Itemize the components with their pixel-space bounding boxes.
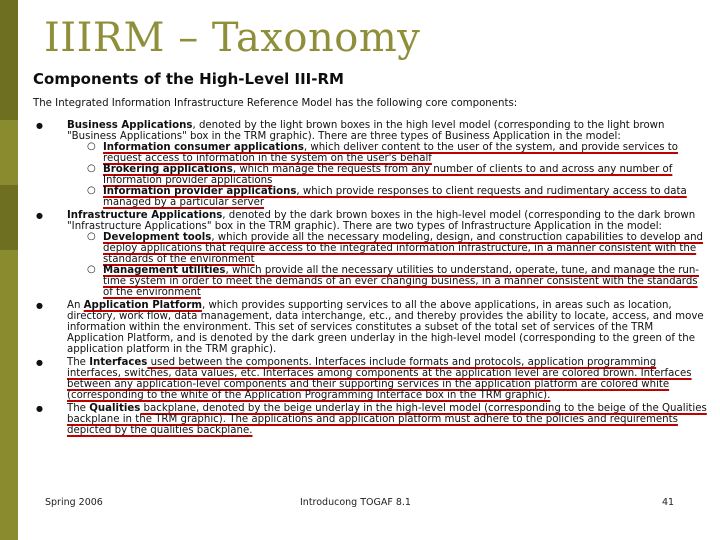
subitem-term: Brokering applications bbox=[103, 164, 233, 175]
component-list bbox=[33, 120, 709, 436]
intro-text: The Integrated Information Infrastructure Reference Model has the following core components: bbox=[33, 98, 518, 109]
sub-list bbox=[67, 142, 709, 208]
sub-list-item bbox=[67, 142, 709, 164]
subitem-text: , which provide responses to client requests and rudimentary access to data managed by a particular server bbox=[103, 186, 687, 208]
list-item bbox=[33, 120, 709, 208]
subitem-text: , which manage the requests from any number of clients to and across any number of Information provider applications bbox=[103, 164, 673, 186]
item-term: Business Applications bbox=[67, 120, 193, 131]
left-accent-bar bbox=[0, 0, 18, 540]
item-term: Qualities bbox=[89, 403, 141, 414]
sub-list-item bbox=[67, 265, 709, 298]
sub-list-item bbox=[67, 232, 709, 265]
page-number: 41 bbox=[662, 497, 675, 508]
item-prefix: An bbox=[67, 300, 84, 311]
sub-list bbox=[67, 232, 709, 298]
item-term: Interfaces bbox=[89, 357, 148, 368]
item-prefix: The bbox=[67, 403, 90, 414]
item-text: , which provides supporting services to all the above applications, in areas such as location, directory, work flow, data management, data interchange, etc., and thereby provides the ability to locate, access, and move information within the environment. This set of services constitutes a subset of the total set of services of the TRM Application Platform, and is denoted by the dark green underlay in the high-level model (corresponding to the green of the application platform in the TRM graphic). bbox=[67, 300, 704, 355]
accent-band-middle bbox=[0, 185, 18, 250]
list-item bbox=[33, 210, 709, 298]
item-text: , denoted by the light brown boxes in the high level model (corresponding to the light brown "Business Applications" box in the TRM graphic). There are three types of Business Application in the model: bbox=[67, 120, 665, 142]
subitem-text: , which deliver content to the user of the system, and provide services to request access to information in the system on the user's behalf bbox=[103, 142, 679, 164]
item-text: , denoted by the dark brown boxes in the high-level model (corresponding to the dark brown "Infrastructure Applications" box in the TRM graphic). There are two types of Infrastructure Application in the model: bbox=[67, 210, 696, 232]
item-text: backplane, denoted by the beige underlay in the high-level model (corresponding to the beige of the Qualities backplane in the TRM graphic). The applications and application platform must adhere to the policies and requirements depicted by the qualities backplane. bbox=[67, 403, 707, 436]
slide-content bbox=[33, 70, 709, 438]
sub-list-item bbox=[67, 164, 709, 186]
subitem-text: , which provide all the necessary modeling, design, and construction capabilities to develop and deploy applications that require access to the integrated information infrastructure, in a manner consistent with the standards of the environment bbox=[103, 232, 704, 265]
subitem-term: Management utilities bbox=[103, 265, 226, 276]
item-term: Infrastructure Applications bbox=[67, 210, 223, 221]
subitem-text: , which provide all the necessary utilities to understand, operate, tune, and manage the run-time system in order to meet the demands of an ever changing business, in a manner consistent with the standards of the environment bbox=[103, 265, 699, 298]
slide-title: IIIRM – Taxonomy bbox=[44, 15, 421, 61]
item-text: used between the components. Interfaces include formats and protocols, application programming interfaces, switches, data values, etc. Interfaces among components at the application level are colored brown. Interfaces between any application-level components and their supporting services in the application platform are colored white (corresponding to the white of the Application Programming Interface box in the TRM graphic). bbox=[67, 357, 692, 401]
footer-date: Spring 2006 bbox=[45, 497, 103, 508]
subitem-term: Information provider applications bbox=[103, 186, 297, 197]
list-item bbox=[33, 403, 709, 436]
subitem-term: Development tools bbox=[103, 232, 212, 243]
item-term: Application Platform bbox=[83, 300, 202, 311]
footer-title: Introducong TOGAF 8.1 bbox=[300, 497, 411, 508]
section-heading: Components of the High-Level III-RM bbox=[33, 70, 344, 88]
list-item bbox=[33, 300, 709, 355]
list-item bbox=[33, 357, 709, 401]
sub-list-item bbox=[67, 186, 709, 208]
subitem-term: Information consumer applications bbox=[103, 142, 304, 153]
accent-band-top bbox=[0, 0, 18, 120]
item-prefix: The bbox=[67, 357, 90, 368]
